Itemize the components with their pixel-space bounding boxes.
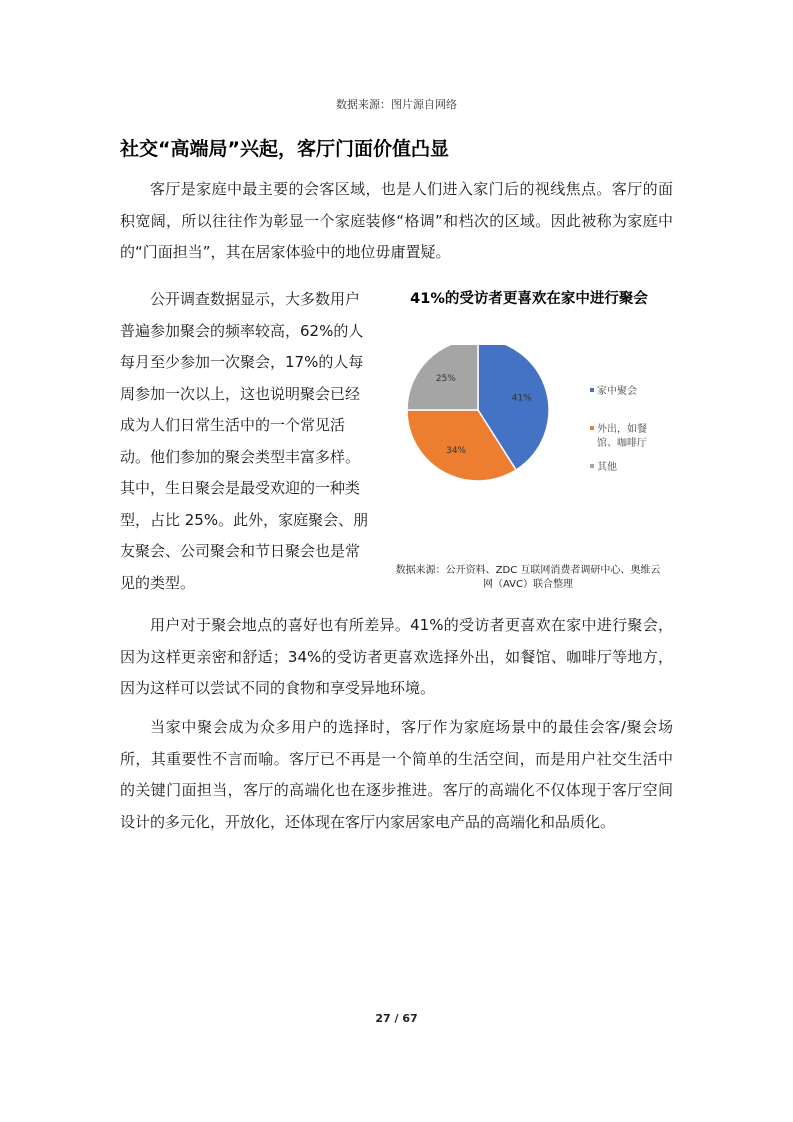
image-source-note: 数据来源：图片源自网络: [336, 98, 457, 111]
legend-label-outside: 外出，如餐: [597, 424, 647, 435]
chart-title: 41%的受访者更喜欢在家中进行聚会: [410, 291, 648, 307]
legend-item-outside: [590, 423, 647, 451]
paragraph-living-room: 客厅是家庭中最主要的会客区域，也是人们进入家门后的视线焦点。客厅的面积宽阔，所以往往作为彰显一个家庭装修“格调”和档次的区域。因此被称为家庭中的“门面担当”，其在居家体验中的地位毋庸置疑。: [120, 180, 673, 261]
legend-swatch-outside: [590, 426, 594, 430]
legend-swatch-other: [590, 464, 594, 468]
section-title: 社交“高端局”兴起，客厅门面价值凸显: [120, 138, 449, 160]
legend-label-other: 其他: [597, 462, 617, 473]
legend-label-outside-line2: 馆、咖啡厅: [597, 438, 647, 449]
chart-source: [383, 564, 673, 592]
chart-source-line2: 网（AVC）联合整理: [482, 579, 574, 590]
pie-chart: [393, 345, 593, 505]
legend-item-home: [590, 385, 637, 399]
paragraph-party-survey: 公开调查数据显示，大多数用户普遍参加聚会的频率较高，62%的人每月至少参加一次聚会，17%的人每周参加一次以上，这也说明聚会已经成为人们日常生活中的一个常见活动。他们参加的聚会类型丰富多样。其中，生日聚会是最受欢迎的一种类型，占比 25%。此外，家庭聚会、朋友聚会、公司聚会和节日聚会也是常见的类型。: [120, 290, 369, 592]
legend-swatch-home: [590, 388, 594, 392]
legend-item-other: [590, 461, 617, 475]
pie-label-home: 41%: [511, 393, 532, 404]
legend-label-home: 家中聚会: [597, 386, 637, 397]
pie-label-other: 25%: [435, 373, 456, 384]
pie-label-outside: 34%: [446, 445, 467, 456]
page-number: 27 / 67: [375, 1012, 418, 1025]
paragraph-party-location: 用户对于聚会地点的喜好也有所差异。41%的受访者更喜欢在家中进行聚会，因为这样更亲密和舒适；34%的受访者更喜欢选择外出，如餐馆、咖啡厅等地方，因为这样可以尝试不同的食物和享受异地环境。: [120, 616, 673, 697]
paragraph-living-room-upgrade: 当家中聚会成为众多用户的选择时，客厅作为家庭场景中的最佳会客/聚会场所，其重要性不言而喻。客厅已不再是一个简单的生活空间，而是用户社交生活中的关键门面担当，客厅的高端化也在逐步推进。客厅的高端化不仅体现于客厅空间设计的多元化，开放化，还体现在客厅内家居家电产品的高端化和品质化。: [120, 718, 673, 831]
chart-source-line1: 数据来源：公开资料、ZDC 互联网消费者调研中心、奥维云: [395, 565, 661, 576]
